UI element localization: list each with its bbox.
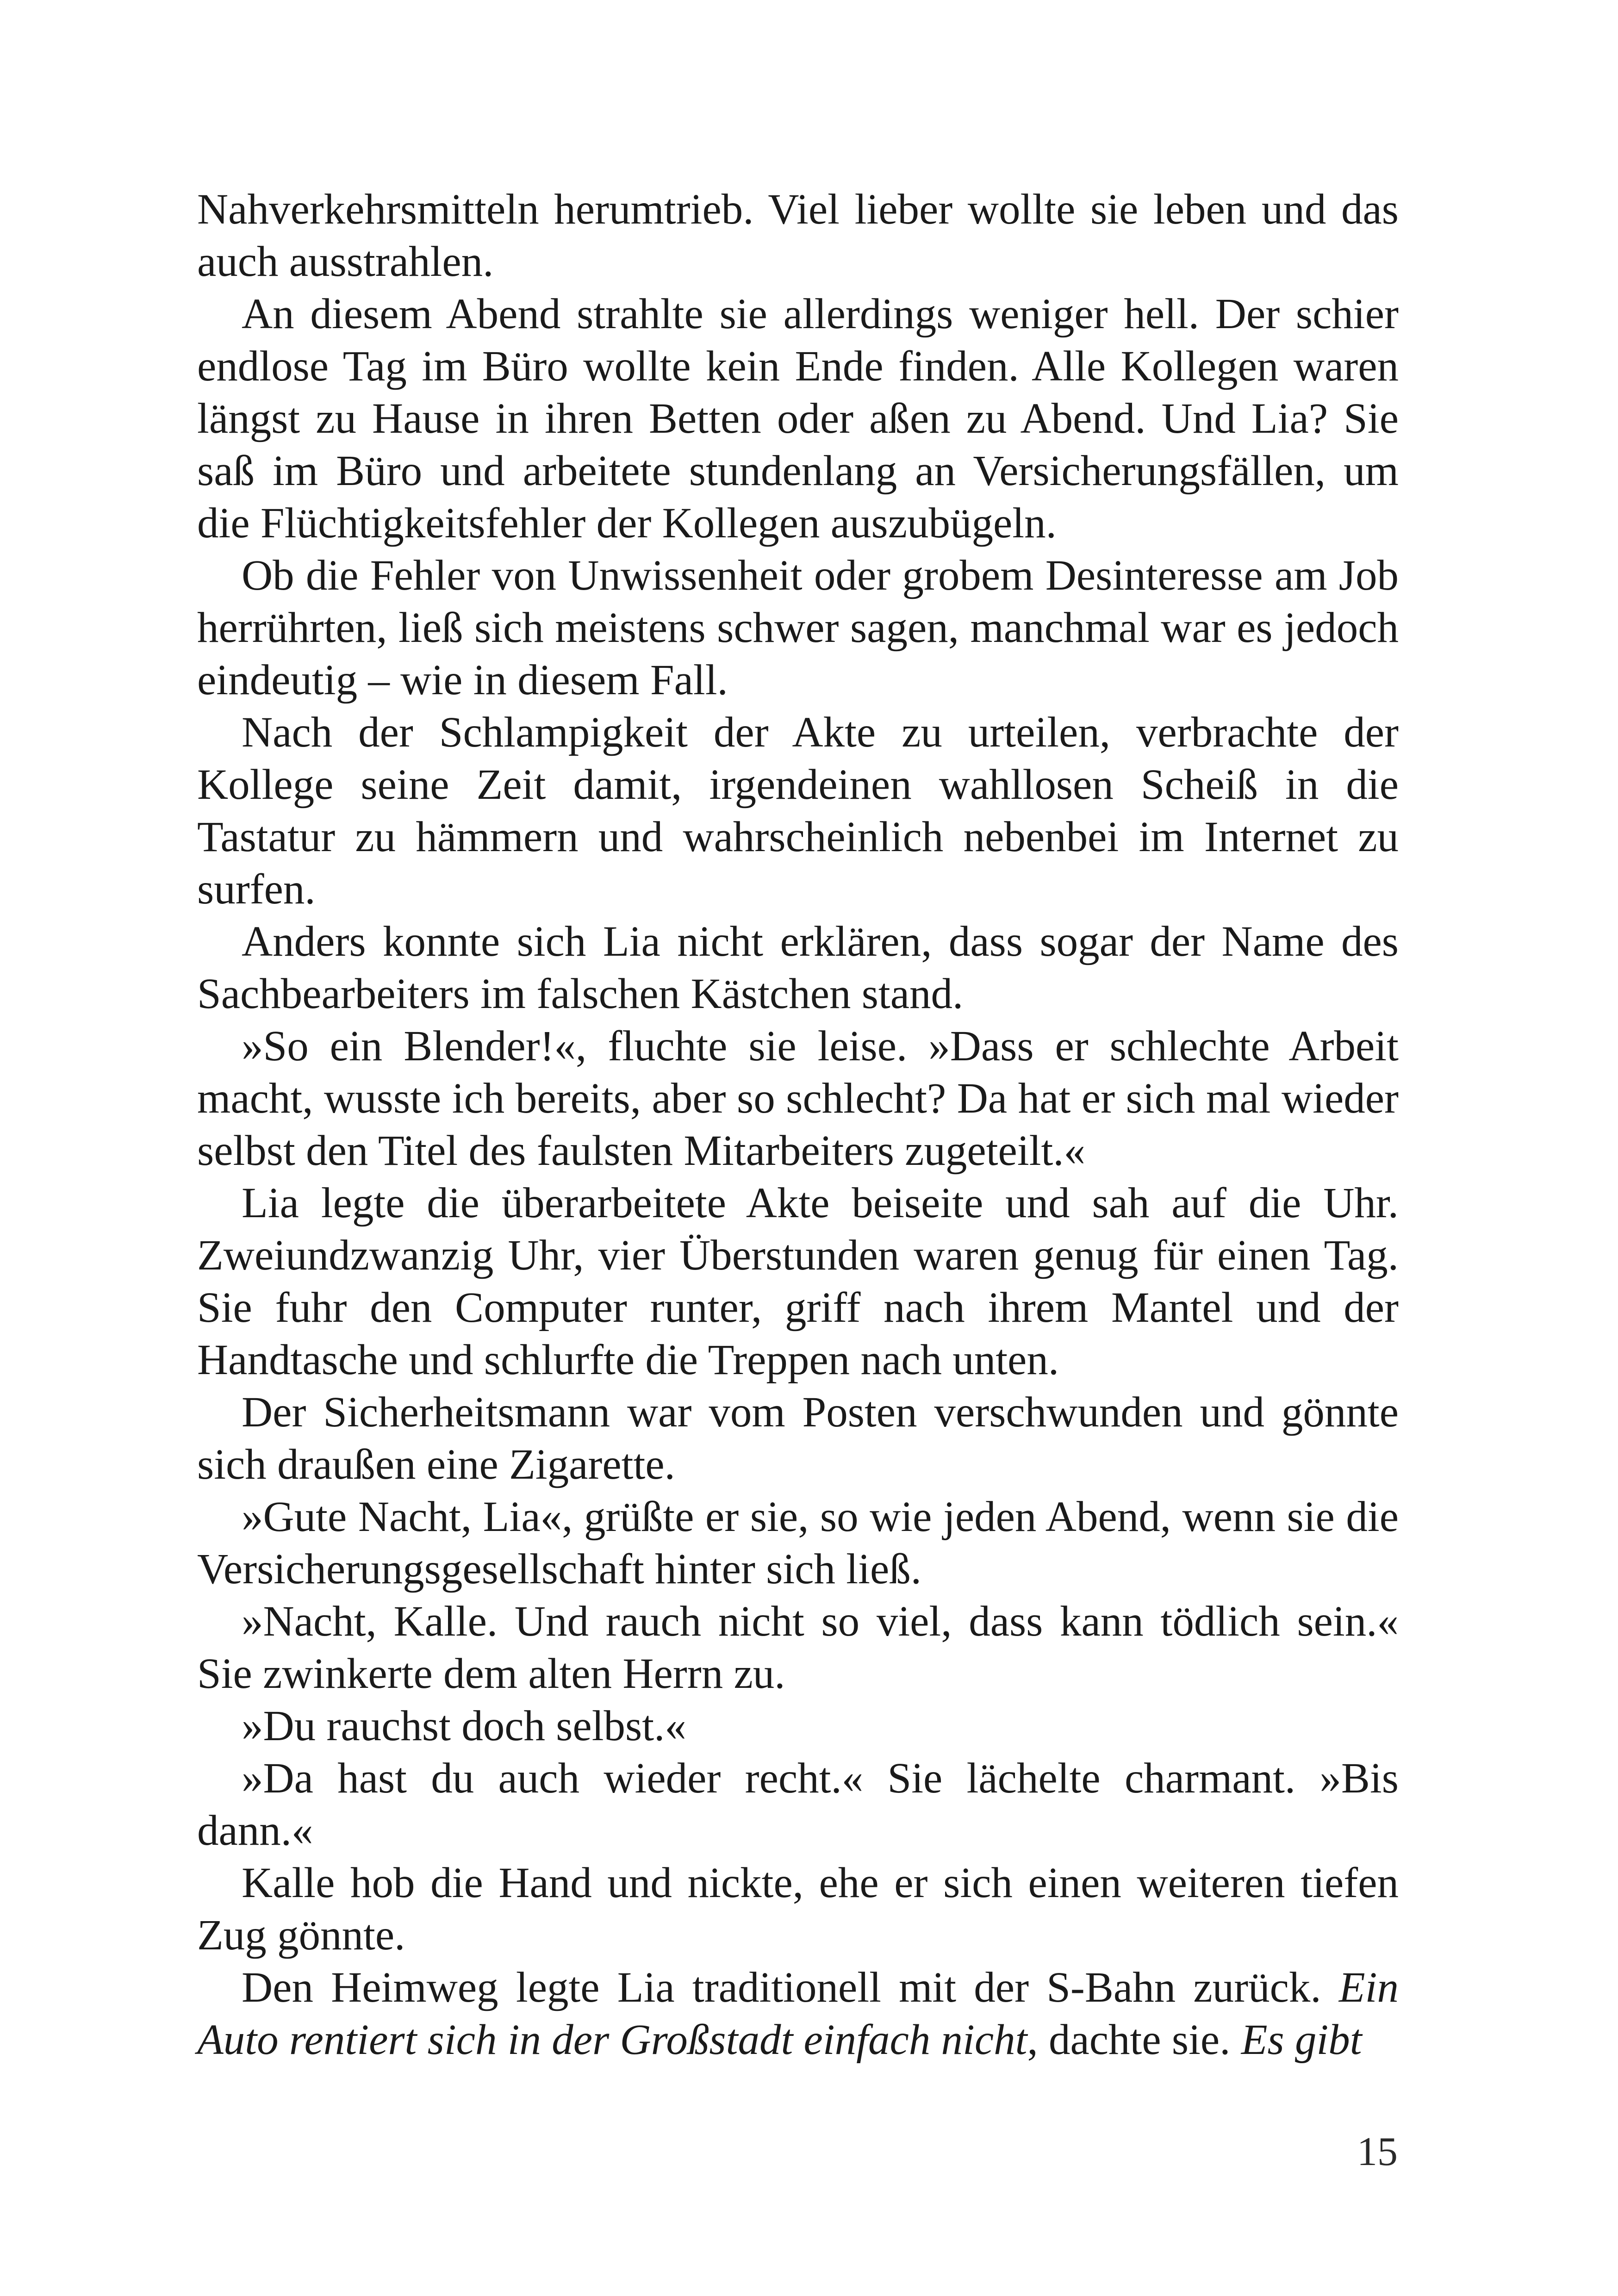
paragraph [197,915,1399,1020]
body-text [197,183,1399,2066]
paragraph [197,1752,1399,1857]
text-segment: , dachte sie. [1027,2016,1241,2064]
text-segment: »Du rauchst doch selbst.« [242,1702,686,1750]
paragraph [197,1491,1399,1595]
paragraph [197,1177,1399,1386]
paragraph [197,1857,1399,1961]
text-segment: »So ein Blender!«, fluchte sie leise. »Dass er schlechte Arbeit macht, wusste ich bereits, aber so schlecht? Da hat er sich mal wieder selbst den Titel des faulsten Mitarbeiters zugeteilt.« [197,1022,1399,1175]
paragraph [197,288,1399,549]
text-segment: Ob die Fehler von Unwissenheit oder grobem Desinteresse am Job herrührten, ließ sich meistens schwer sagen, manchmal war es jedoch eindeutig – wie in diesem Fall. [197,552,1399,704]
paragraph [197,1961,1399,2066]
paragraph [197,183,1399,288]
page-number: 15 [1357,2129,1398,2174]
text-segment: »Nacht, Kalle. Und rauch nicht so viel, dass kann tödlich sein.« Sie zwinkerte dem alten Herrn zu. [197,1598,1399,1698]
text-segment: Nahverkehrsmitteln herumtrieb. Viel lieber wollte sie leben und das auch ausstrahlen. [197,186,1399,286]
paragraph [197,706,1399,915]
text-segment: An diesem Abend strahlte sie allerdings weniger hell. Der schier endlose Tag im Büro wollte kein Ende finden. Alle Kollegen waren längst zu Hause in ihren Betten oder aßen zu Abend. Und Lia? Sie saß im Büro und arbeitete stundenlang an Versicherungsfällen, um die Flüchtigkeitsfehler der Kollegen auszubügeln. [197,290,1399,547]
text-segment: Lia legte die überarbeitete Akte beiseite und sah auf die Uhr. Zweiundzwanzig Uhr, vier Überstunden waren genug für einen Tag. Sie fuhr den Computer runter, griff nach ihrem Mantel und der Handtasche und schlurfte die Treppen nach unten. [197,1179,1399,1384]
paragraph [197,1020,1399,1177]
text-segment: »Gute Nacht, Lia«, grüßte er sie, so wie jeden Abend, wenn sie die Versicherungsgesellschaft hinter sich ließ. [197,1493,1399,1593]
text-segment: Den Heimweg legte Lia traditionell mit der S-Bahn zurück. [242,1964,1339,2011]
paragraph [197,549,1399,706]
paragraph [197,1386,1399,1491]
text-segment: Nach der Schlampigkeit der Akte zu urteilen, verbrachte der Kollege seine Zeit damit, irgendeinen wahllosen Scheiß in die Tastatur zu hämmern und wahrscheinlich nebenbei im Internet zu surfen. [197,709,1399,913]
paragraph [197,1700,1399,1752]
text-segment: Anders konnte sich Lia nicht erklären, dass sogar der Name des Sachbearbeiters im falschen Kästchen stand. [197,918,1399,1018]
italic-text: Ein Auto rentiert sich in der Großstadt einfach nicht [197,1964,1399,2064]
text-segment: »Da hast du auch wieder recht.« Sie lächelte charmant. »Bis dann.« [197,1755,1399,1854]
italic-text: Es gibt [1241,2016,1362,2064]
text-segment: Der Sicherheitsmann war vom Posten verschwunden und gönnte sich draußen eine Zigarette. [197,1388,1399,1488]
paragraph [197,1595,1399,1700]
text-segment: Kalle hob die Hand und nickte, ehe er sich einen weiteren tiefen Zug gönnte. [197,1859,1399,1959]
